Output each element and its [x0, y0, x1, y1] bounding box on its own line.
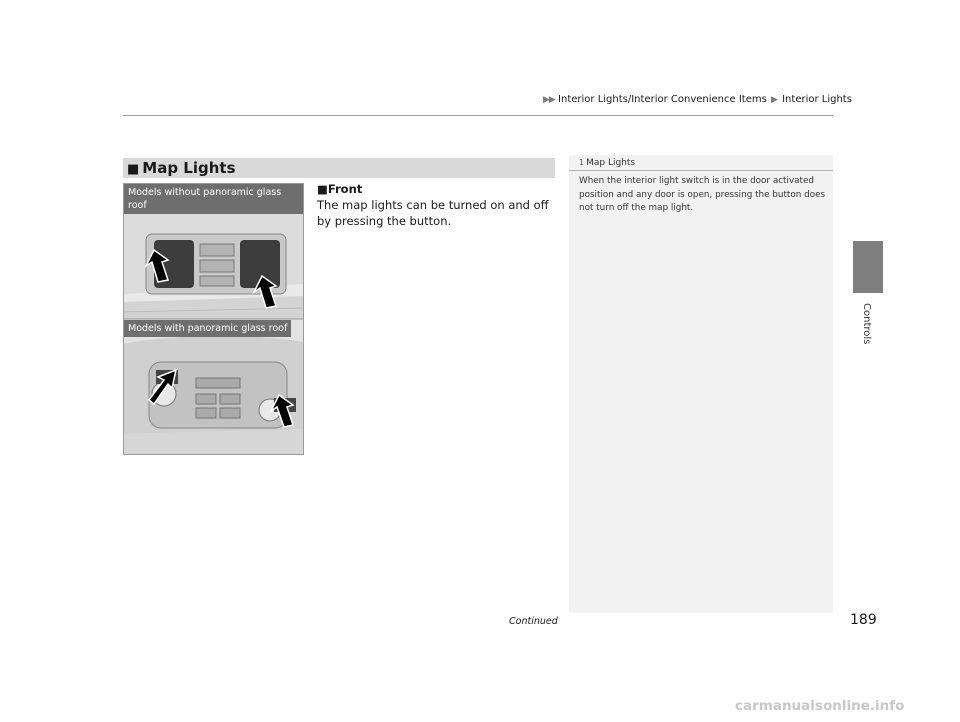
side-note-panel: [569, 155, 833, 613]
subsection-heading: [317, 182, 362, 196]
square-bullet-icon: ■: [317, 182, 328, 196]
arrow-icon: ▶: [771, 95, 778, 105]
section-title-text: Map Lights: [142, 159, 236, 177]
map-lights-illustration: [123, 183, 304, 455]
continued-label: Continued: [509, 616, 558, 627]
figure-label-with-panoramic-roof: Models with panoramic glass roof: [124, 320, 291, 337]
note-marker-icon: 1: [579, 158, 585, 167]
double-arrow-icon: ▶▶: [543, 95, 555, 105]
chapter-tab-marker: [853, 241, 883, 293]
figure-label-without-panoramic-roof: Models without panoramic glass roof: [124, 184, 303, 214]
square-bullet-icon: ■: [127, 162, 140, 177]
breadcrumb: [543, 94, 852, 105]
breadcrumb-item-interior-lights[interactable]: Interior Lights: [782, 94, 852, 105]
section-title: [127, 158, 236, 178]
side-note-title-text: Map Lights: [586, 158, 636, 168]
page-number: 189: [850, 612, 877, 628]
subsection-heading-text: Front: [327, 182, 363, 196]
map-lights-drawing: [124, 184, 303, 454]
side-note-rule: [569, 170, 833, 171]
side-note-text: When the interior light switch is in the door activated position and any door is open, pressing the button does not turn off the map light.: [579, 176, 826, 213]
subsection-body: The map lights can be turned on and off by pressing the button.: [317, 198, 549, 228]
header-rule: [123, 115, 833, 116]
breadcrumb-item-interior-convenience[interactable]: Interior Lights/Interior Convenience Items: [558, 94, 767, 105]
side-note-title: [579, 158, 635, 168]
chapter-tab-label[interactable]: Controls: [861, 303, 872, 345]
watermark: carmanualsonline.info: [735, 698, 905, 714]
